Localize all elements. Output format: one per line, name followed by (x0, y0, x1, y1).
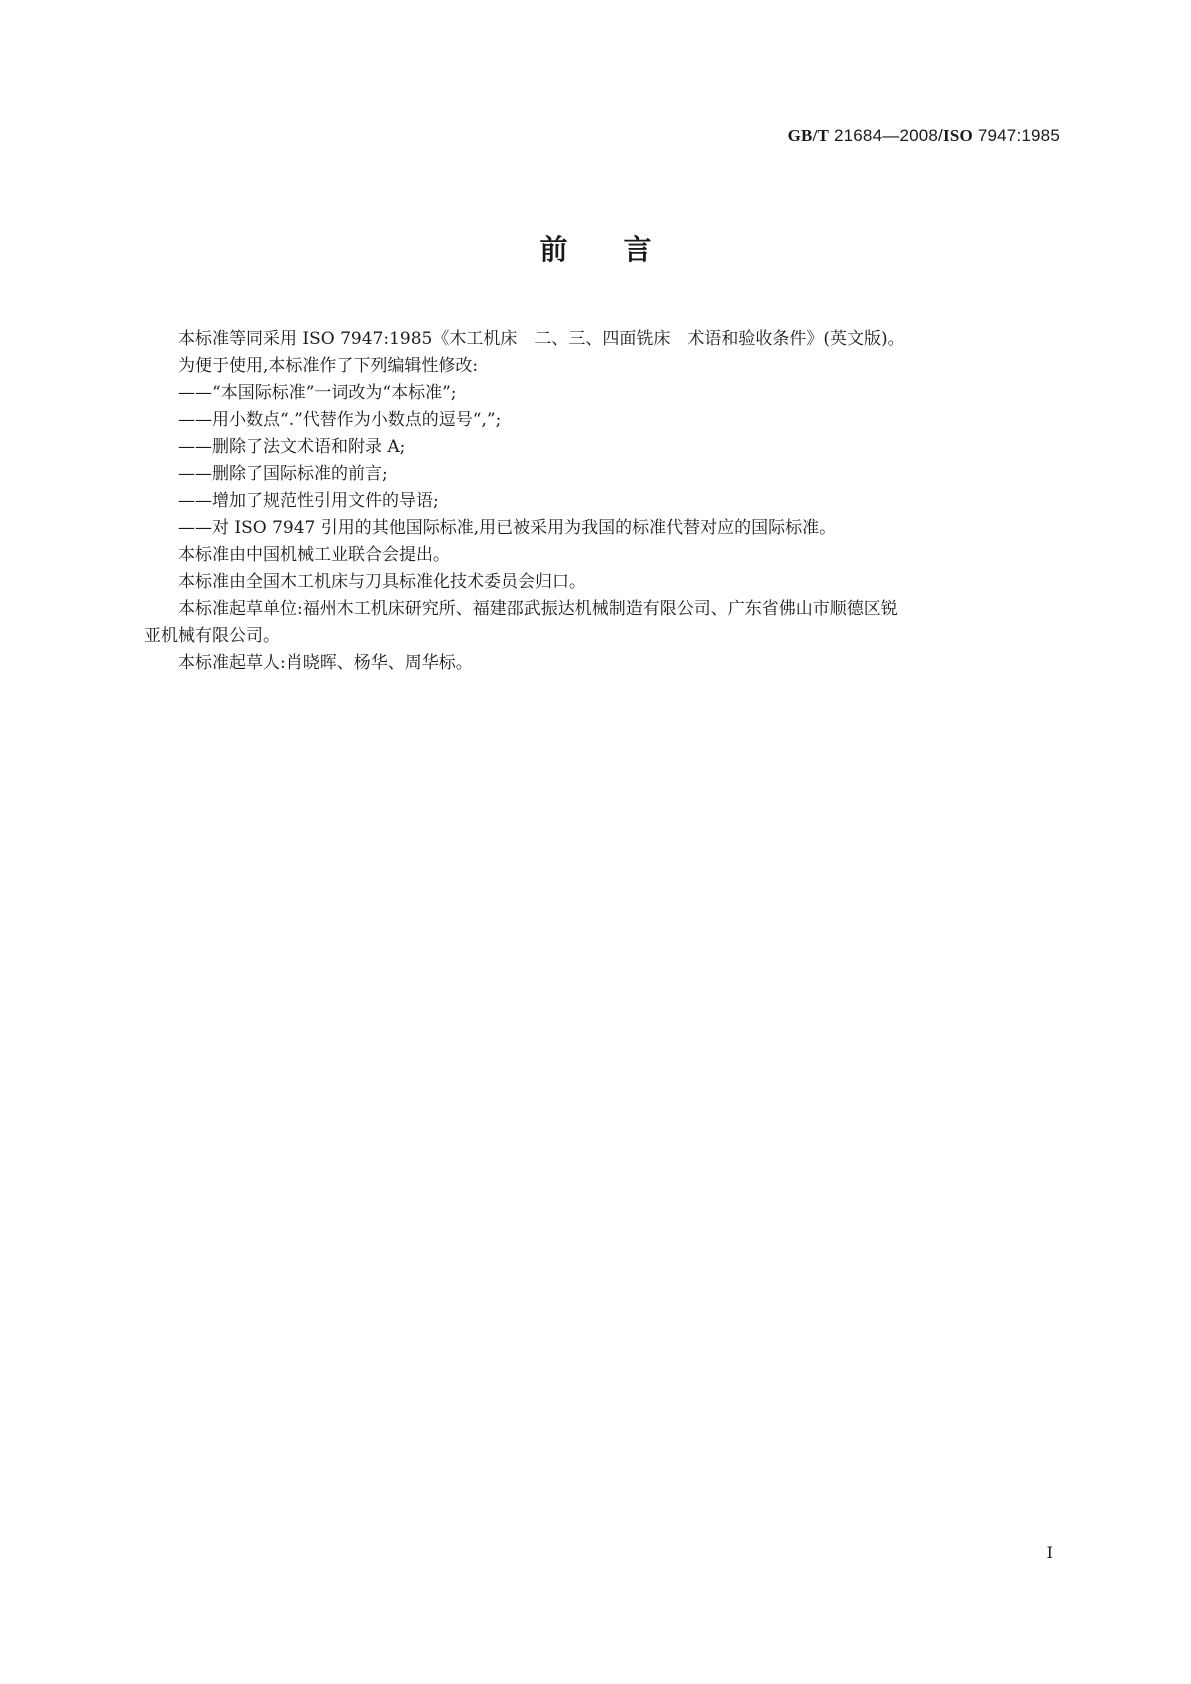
page-number: I (1046, 1543, 1053, 1562)
paragraph-responsible-committee: 本标准由全国木工机床与刀具标准化技术委员会归口。 (178, 572, 586, 592)
list-item: ——删除了法文术语和附录 A; (178, 437, 406, 457)
list-item: ——“本国际标准”一词改为“本标准”; (178, 383, 457, 403)
paragraph-proposer: 本标准由中国机械工业联合会提出。 (178, 545, 450, 565)
standard-number (788, 126, 1060, 146)
paragraph-modifications-intro: 为便于使用,本标准作了下列编辑性修改: (178, 356, 479, 376)
iso-prefix: ISO (943, 126, 973, 145)
list-item: ——删除了国际标准的前言; (178, 464, 388, 484)
iso-code: 7947:1985 (972, 126, 1060, 145)
paragraph-drafters: 本标准起草人:肖晓晖、杨华、周华标。 (178, 653, 473, 673)
std-prefix: GB/T (787, 126, 830, 145)
std-code: 21684—2008/ (829, 126, 943, 145)
drafting-units-line-2: 亚机械有限公司。 (144, 626, 280, 646)
list-item: ——增加了规范性引用文件的导语; (178, 491, 439, 511)
paragraph-drafting-units (144, 596, 1064, 650)
paragraph-adoption: 本标准等同采用 ISO 7947:1985《木工机床 二、三、四面铣床 术语和验收条件》(英文版)。 (178, 329, 905, 349)
page-title: 前言 (539, 233, 708, 266)
list-item: ——用小数点“.”代替作为小数点的逗号“,”; (178, 410, 502, 430)
list-item: ——对 ISO 7947 引用的其他国际标准,用已被采用为我国的标准代替对应的国际标准。 (178, 518, 837, 538)
foreword-body (144, 326, 1064, 677)
drafting-units-line-1: 本标准起草单位:福州木工机床研究所、福建邵武振达机械制造有限公司、广东省佛山市顺德区锐 (178, 599, 898, 619)
